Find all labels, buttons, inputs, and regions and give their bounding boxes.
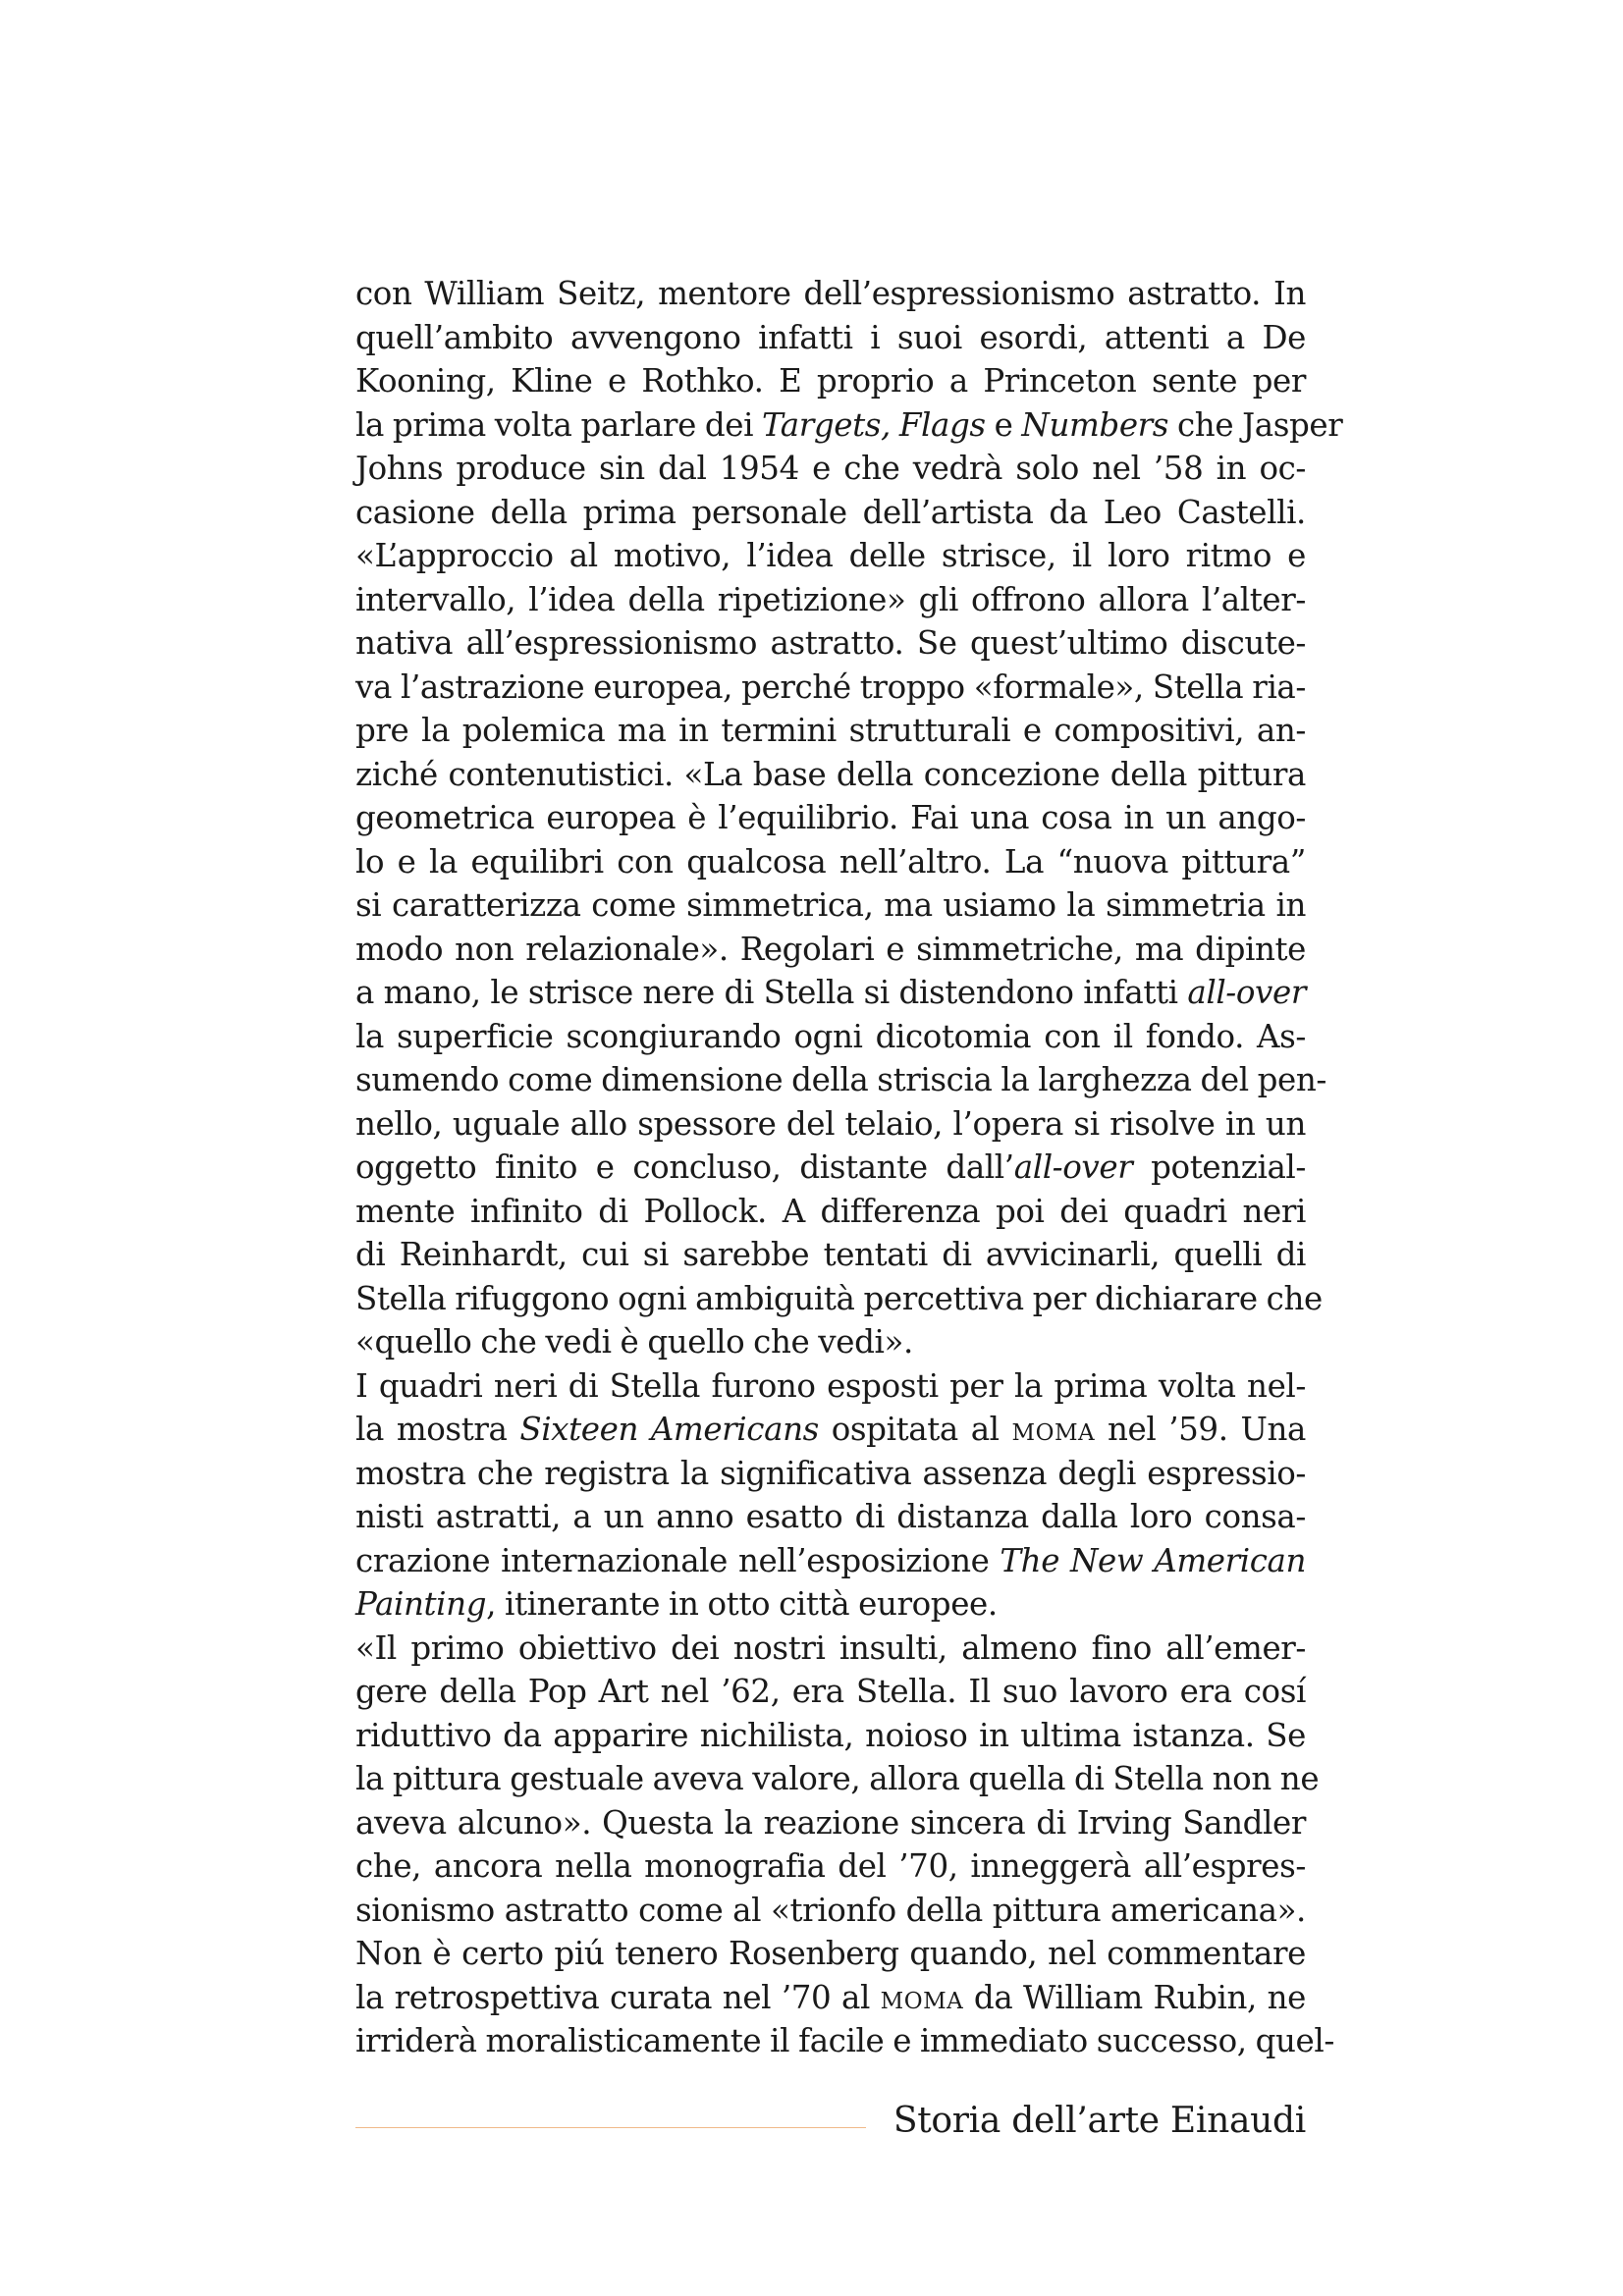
text-line	[355, 1582, 1306, 1627]
footer-title: Storia dell’arte Einaudi	[893, 2101, 1306, 2141]
text-run: e	[985, 405, 1022, 444]
text-run: potenzial-	[1132, 1148, 1306, 1186]
text-run: oggetto finito e concluso, distante dall’	[355, 1148, 1014, 1186]
text-line: di Reinhardt, cui si sarebbe tentati di avvicinarli, quelli di	[355, 1236, 1306, 1273]
italic-title: all-over	[1013, 1148, 1133, 1186]
text-line: si caratterizza come simmetrica, ma usiamo la simmetria in	[355, 886, 1306, 924]
text-line: nativa all’espressionismo astratto. Se quest’ultimo discute-	[355, 624, 1306, 662]
text-line: riduttivo da apparire nichilista, noioso in ultima istanza. Se	[355, 1716, 1306, 1754]
text-line: mente infinito di Pollock. A differenza poi dei quadri neri	[355, 1192, 1306, 1230]
text-line: la pittura gestuale aveva valore, allora quella di Stella non ne	[355, 1760, 1320, 1797]
text-line: nello, uguale allo spessore del telaio, l’opera si risolve in un	[355, 1104, 1306, 1143]
text-line: «Il primo obiettivo dei nostri insulti, almeno fino all’emer-	[355, 1629, 1306, 1667]
text-line: con William Seitz, mentore dell’espressionismo astratto. In	[355, 275, 1306, 312]
text-line	[355, 1408, 1306, 1452]
paragraph	[355, 1364, 1306, 1627]
text-line: geometrica europea è l’equilibrio. Fai una cosa in un ango-	[355, 799, 1306, 836]
text-line: quell’ambito avvengono infatti i suoi esordi, attenti a De	[355, 318, 1306, 356]
text-line: pre la polemica ma in termini strutturali e compositivi, an-	[355, 712, 1306, 749]
text-line: Kooning, Kline e Rothko. E proprio a Princeton sente per	[355, 362, 1306, 400]
body-text	[355, 272, 1343, 2063]
text-run: la mostra	[355, 1411, 520, 1448]
text-line	[355, 1976, 1306, 2020]
text-line: nisti astratti, a un anno esatto di distanza dalla loro consa-	[355, 1498, 1306, 1535]
small-caps-acronym: moma	[880, 1978, 964, 2016]
text-run: che Jasper	[1168, 405, 1343, 444]
text-line: intervallo, l’idea della ripetizione» gli offrono allora l’alter-	[355, 580, 1306, 618]
text-line: Johns produce sin dal 1954 e che vedrà solo nel ’58 in oc-	[355, 450, 1306, 487]
text-line: ziché contenutistici. «La base della concezione della pittura	[355, 755, 1306, 793]
text-line: «L’approccio al motivo, l’idea delle strisce, il loro ritmo e	[355, 537, 1306, 574]
text-run: nel ’59. Una	[1095, 1411, 1306, 1448]
page-footer	[355, 2099, 1306, 2158]
text-line: gere della Pop Art nel ’62, era Stella. Il suo lavoro era cosí	[355, 1673, 1306, 1710]
text-line	[355, 971, 1306, 1015]
text-line: Stella rifuggono ogni ambiguità percettiva per dichiarare che	[355, 1279, 1323, 1317]
italic-title: all-over	[1187, 974, 1306, 1011]
italic-title: The New American	[1000, 1541, 1307, 1579]
footer-rule	[355, 2127, 866, 2128]
text-run: ospitata al	[818, 1411, 1012, 1448]
text-line: irriderà moralisticamente il facile e immediato successo, quel-	[355, 2022, 1334, 2059]
italic-title: Targets, Flags	[762, 405, 986, 444]
text-run: , itinerante in otto città europee.	[486, 1585, 998, 1623]
text-line: che, ancora nella monografia del ’70, inneggerà all’espres-	[355, 1847, 1306, 1885]
italic-title: Numbers	[1021, 405, 1169, 444]
text-line	[355, 1146, 1306, 1190]
italic-title: Sixteen Americans	[519, 1411, 819, 1448]
paragraph	[355, 272, 1343, 1364]
text-run: la prima volta parlare dei	[355, 405, 762, 444]
text-line: aveva alcuno». Questa la reazione sincera di Irving Sandler	[355, 1803, 1306, 1842]
text-run: a mano, le strisce nere di Stella si distendono infatti	[355, 974, 1188, 1011]
text-line: la superficie scongiurando ogni dicotomia con il fondo. As-	[355, 1017, 1306, 1055]
italic-title: Painting	[355, 1585, 487, 1623]
text-run: la retrospettiva curata nel ’70 al	[355, 1978, 881, 2016]
text-line: casione della prima personale dell’artista da Leo Castelli.	[355, 493, 1306, 531]
text-run: da William Rubin, ne	[963, 1978, 1306, 2016]
text-run: crazione internazionale nell’esposizione	[355, 1541, 1001, 1579]
text-line: «quello che vedi è quello che vedi».	[355, 1323, 913, 1361]
text-line: modo non relazionale». Regolari e simmetriche, ma dipinte	[355, 930, 1306, 968]
paragraph	[355, 1627, 1334, 2063]
text-line: Non è certo piú tenero Rosenberg quando, nel commentare	[355, 1935, 1306, 1972]
text-line: I quadri neri di Stella furono esposti per la prima volta nel-	[355, 1366, 1306, 1405]
small-caps-acronym: moma	[1011, 1411, 1096, 1448]
text-line: sionismo astratto come al «trionfo della pittura americana».	[355, 1891, 1306, 1929]
text-line: lo e la equilibri con qualcosa nell’altro. La “nuova pittura”	[355, 842, 1306, 881]
text-line: sumendo come dimensione della striscia la larghezza del pen-	[355, 1061, 1326, 1098]
text-line: mostra che registra la significativa assenza degli espressio-	[355, 1454, 1306, 1492]
text-line: va l’astrazione europea, perché troppo «formale», Stella ria-	[355, 667, 1306, 706]
text-line	[355, 1539, 1306, 1583]
text-line	[355, 403, 1343, 448]
